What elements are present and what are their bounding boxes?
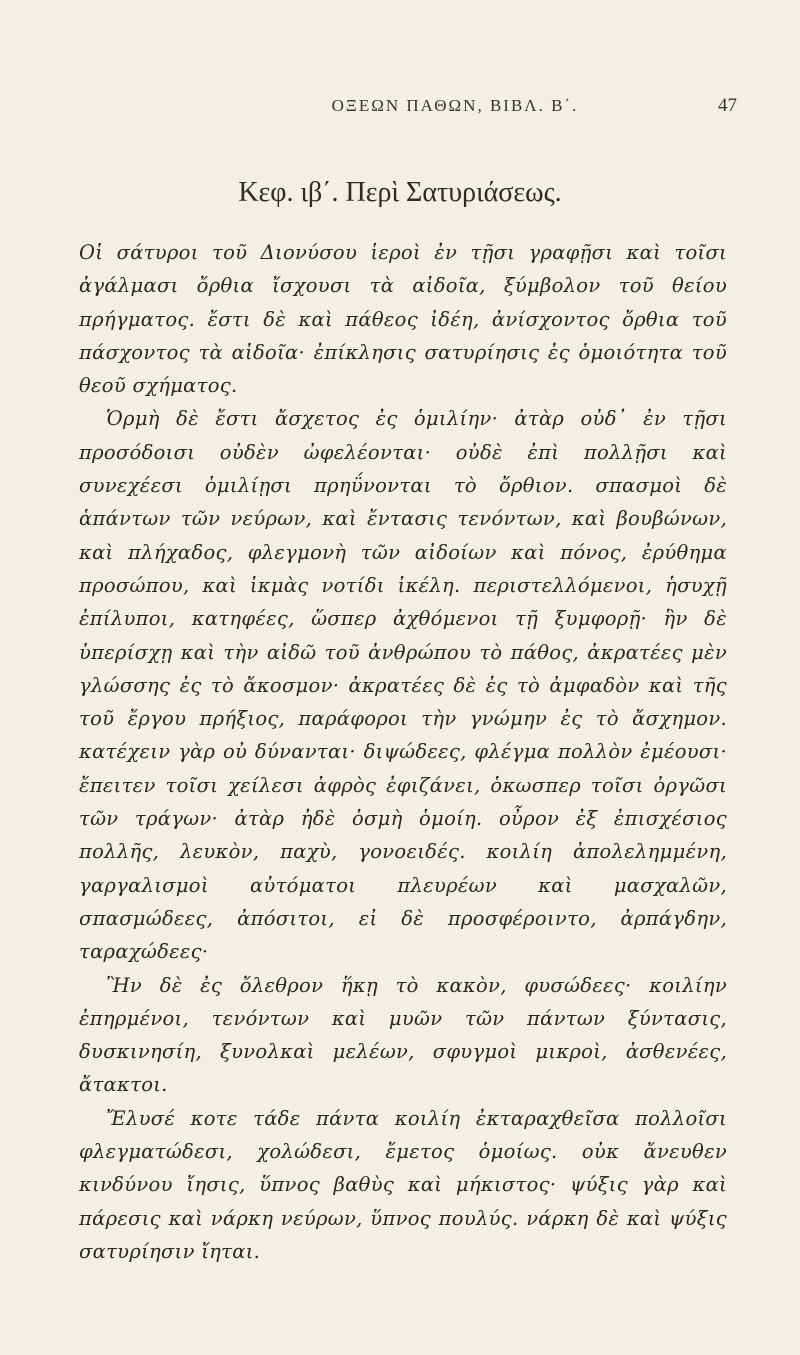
paragraph-4: Ἔλυσέ κοτε τάδε πάντα κοιλίη ἐκταραχθεῖσα πολλοῖσι φλεγματώδεσι, χολώδεσι, ἔμετος ὁμοίως. οὐκ ἄνευθεν κινδύνου ἴησις, ὕπνος βαθὺς καὶ μήκιστος· ψύξις γὰρ καὶ πάρεσις καὶ νάρκη νεύρων, ὕπνος πουλύς. νάρκη δὲ καὶ ψύξις σατυρίησιν ἴηται.	[79, 1106, 727, 1263]
paragraph-2: Ὁρμὴ δὲ ἔστι ἄσχετος ἐς ὁμιλίην· ἀτὰρ οὐδ᾽ ἐν τῇσι προσόδοισι οὐδὲν ὠφελέονται· οὐδὲ ἐπὶ πολλῇσι καὶ συνεχέεσι ὁμιλίῃσι πρηΰνονται τὸ ὄρθιον. σπασμοὶ δὲ ἁπάντων τῶν νεύρων, καὶ ἔντασις τενόντων, καὶ βουβώνων, καὶ πλήχαδος, φλεγμονὴ τῶν αἰδοίων καὶ πόνος, ἐρύθημα προσώπου, καὶ ἰκμὰς νοτίδι ἰκέλη. περιστελλόμενοι, ἡσυχῇ ἐπίλυποι, κατηφέες, ὥσπερ ἀχθόμενοι τῇ ξυμφορῇ· ἣν δὲ ὑπερίσχῃ καὶ τὴν αἰδῶ τοῦ ἀνθρώπου τὸ πάθος, ἀκρατέες μὲν γλώσσης ἐς τὸ ἄκοσμον· ἀκρατέες δὲ ἐς τὸ ἀμφαδὸν καὶ τῆς τοῦ ἔργου πρήξιος, παράφοροι τὴν γνώμην ἐς τὸ ἄσχημον. κατέχειν γὰρ οὐ δύνανται· διψώδεες, φλέγμα πολλὸν ἐμέουσι· ἔπειτεν τοῖσι χείλεσι ἀφρὸς ἐφιζάνει, ὁκωσπερ τοῖσι ὀργῶσι τῶν τράγων· ἀτὰρ ἠδὲ ὀσμὴ ὁμοίη. οὖρον ἐξ ἐπισχέσιος πολλῆς, λευκὸν, παχὺ, γονοειδές. κοιλίη ἀπολελημμένη, γαργαλισμοὶ αὐτόματοι πλευρέων καὶ μασχαλῶν, σπασμώδεες, ἀπόσιτοι, εἰ δὲ προσφέροιντο, ἀρπάγδην, ταραχώδεες·	[79, 407, 727, 964]
running-head: ΟΞΕΩΝ ΠΑΘΩΝ, ΒΙΒΛ. Β΄.	[331, 96, 579, 115]
paragraph-3: Ἢν δὲ ἐς ὄλεθρον ἥκῃ τὸ κακὸν, φυσώδεες· κοιλίην ἐπηρμένοι, τενόντων καὶ μυῶν τῶν πάντων ξύντασις, δυσκινησίη, ξυνολκαὶ μελέων, σφυγμοὶ μικροὶ, ἀσθενέες, ἄτακτοι.	[79, 973, 727, 1097]
chapter-heading: Κεφ. ιβ΄. Περὶ Σατυριάσεως.	[238, 177, 562, 208]
paragraph-1: Οἱ σάτυροι τοῦ Διονύσου ἱεροὶ ἐν τῇσι γραφῇσι καὶ τοῖσι ἀγάλμασι ὄρθια ἴσχουσι τὰ αἰδοῖα, ξύμβολον τοῦ θείου πρήγματος. ἔστι δὲ καὶ πάθεος ἰδέη, ἀνίσχοντος ὄρθια τοῦ πάσχοντος τὰ αἰδοῖα· ἐπίκλησις σατυρίησις ἐς ὁμοιότητα τοῦ θεοῦ σχήματος.	[79, 241, 727, 398]
page-number: 47	[718, 95, 737, 116]
body-text	[79, 236, 727, 1268]
